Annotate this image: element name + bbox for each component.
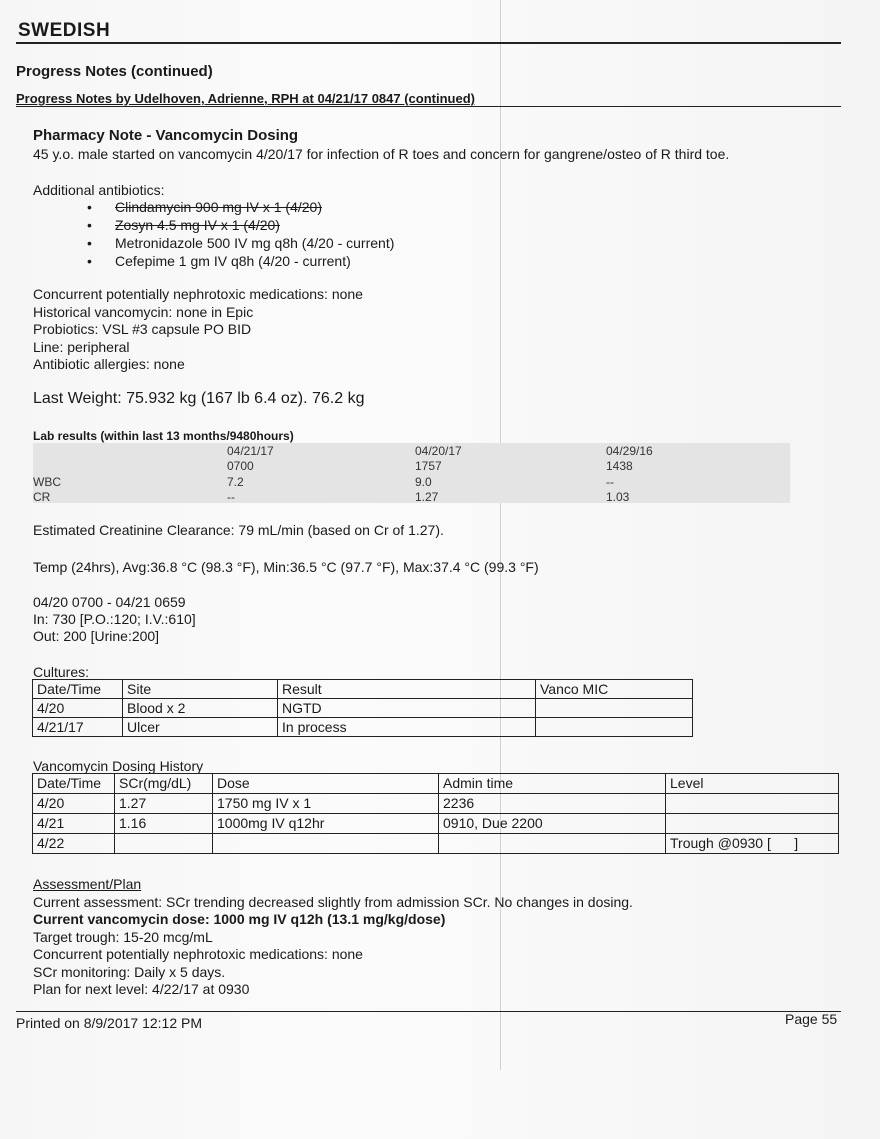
swedish-logo: SWEDISH: [18, 20, 111, 41]
note-title: Pharmacy Note - Vancomycin Dosing: [33, 127, 299, 144]
table-row: [33, 718, 693, 737]
section-title: Progress Notes (continued): [16, 63, 213, 80]
table-cell: 1.27: [115, 794, 213, 814]
info-line: Line: peripheral: [33, 338, 130, 355]
table-cell: 4/21: [33, 814, 115, 834]
table-cell: In process: [278, 718, 536, 737]
table-cell: [439, 834, 666, 854]
info-line: Historical vancomycin: none in Epic: [33, 303, 254, 320]
io-line: 04/20 0700 - 04/21 0659: [33, 594, 186, 610]
table-cell: NGTD: [278, 699, 536, 718]
footer-rule: [16, 1011, 841, 1012]
intake-output: [33, 594, 196, 645]
info-line: Concurrent potentially nephrotoxic medications: none: [33, 286, 363, 302]
cultures-table: [32, 679, 693, 737]
lab-value: 9.0: [415, 475, 432, 489]
header-rule: [16, 42, 841, 44]
cultures-title: Cultures:: [33, 664, 90, 680]
io-line: In: 730 [P.O.:120; I.V.:610]: [33, 611, 196, 627]
lab-time: 1757: [415, 459, 442, 473]
vanco-history-table: [32, 773, 839, 854]
table-cell: 1000mg IV q12hr: [213, 814, 439, 834]
lab-time: 1438: [606, 459, 633, 473]
printed-timestamp: Printed on 8/9/2017 12:12 PM: [16, 1015, 203, 1031]
table-cell: [666, 794, 839, 814]
lab-results-title: Lab results (within last 13 months/9480hours): [33, 429, 294, 443]
table-cell: 4/20: [33, 794, 115, 814]
plan-line: Concurrent potentially nephrotoxic medications: none: [33, 946, 363, 962]
table-header: SCr(mg/dL): [115, 774, 213, 794]
note-intro: 45 y.o. male started on vancomycin 4/20/17 for infection of R toes and concern for gangrene/osteo of R third toe.: [33, 146, 730, 162]
table-cell: [115, 834, 213, 854]
info-line: Probiotics: VSL #3 capsule PO BID: [33, 321, 252, 337]
table-header: Date/Time: [33, 774, 115, 794]
table-header: Admin time: [439, 774, 666, 794]
lab-row-label: WBC: [33, 475, 61, 489]
lab-value: 1.27: [415, 490, 439, 504]
lab-time: 0700: [227, 459, 254, 473]
table-cell: [666, 814, 839, 834]
table-header-row: [33, 680, 693, 699]
info-line: Antibiotic allergies: none: [33, 356, 185, 372]
list-item: • Metronidazole 500 IV mg q8h (4/20 - current): [85, 234, 394, 252]
table-cell: Ulcer: [123, 718, 278, 737]
table-cell: 4/22: [33, 834, 115, 854]
table-cell: 1.16: [115, 814, 213, 834]
plan-title: Assessment/Plan: [33, 876, 142, 892]
lab-value: 1.03: [606, 490, 630, 504]
additional-antibiotics-label: Additional antibiotics:: [33, 182, 165, 198]
table-cell: Blood x 2: [123, 699, 278, 718]
table-header-row: [33, 774, 839, 794]
list-item: • Cefepime 1 gm IV q8h (4/20 - current): [85, 252, 394, 270]
table-cell: [536, 718, 693, 737]
medication-info: [33, 286, 363, 374]
lab-value: 7.2: [227, 475, 244, 489]
table-header: Result: [278, 680, 536, 699]
table-cell: 4/21/17: [33, 718, 123, 737]
table-cell: 0910, Due 2200: [439, 814, 666, 834]
lab-date: 04/20/17: [415, 444, 462, 458]
temperature: Temp (24hrs), Avg:36.8 °C (98.3 °F), Min:36.5 °C (97.7 °F), Max:37.4 °C (99.3 °F): [33, 559, 539, 575]
plan-line: Target trough: 15-20 mcg/mL: [33, 928, 213, 945]
io-line: Out: 200 [Urine:200]: [33, 628, 160, 644]
lab-value: --: [606, 475, 614, 489]
table-cell: 1750 mg IV x 1: [213, 794, 439, 814]
last-weight: Last Weight: 75.932 kg (167 lb 6.4 oz). 76.2 kg: [33, 390, 365, 407]
table-header: Dose: [213, 774, 439, 794]
table-header: Level: [666, 774, 839, 794]
antibiotics-list: [85, 198, 394, 270]
plan-line: Plan for next level: 4/22/17 at 0930: [33, 981, 250, 997]
lab-results-band: [33, 443, 790, 503]
table-cell: Trough @0930 [ ]: [666, 834, 839, 854]
current-dose: Current vancomycin dose: 1000 mg IV q12h (13.1 mg/kg/dose): [33, 911, 446, 927]
table-row: [33, 794, 839, 814]
page-number: Page 55: [785, 1011, 838, 1027]
table-row: [33, 834, 839, 854]
table-row: [33, 814, 839, 834]
table-cell: [213, 834, 439, 854]
table-header: Site: [123, 680, 278, 699]
list-item: • Clindamycin 900 mg IV x 1 (4/20): [85, 198, 394, 216]
table-row: [33, 699, 693, 718]
table-header: Vanco MIC: [536, 680, 693, 699]
lab-date: 04/21/17: [227, 444, 274, 458]
table-cell: [536, 699, 693, 718]
table-cell: 4/20: [33, 699, 123, 718]
lab-value: --: [227, 490, 235, 504]
list-item: • Zosyn 4.5 mg IV x 1 (4/20): [85, 216, 394, 234]
creatinine-clearance: Estimated Creatinine Clearance: 79 mL/min (based on Cr of 1.27).: [33, 522, 444, 538]
table-cell: 2236: [439, 794, 666, 814]
note-byline: Progress Notes by Udelhoven, Adrienne, RPH at 04/21/17 0847 (continued): [16, 91, 475, 106]
lab-row-label: CR: [33, 490, 51, 504]
byline-rule: [16, 106, 841, 107]
table-header: Date/Time: [33, 680, 123, 699]
plan-line: SCr monitoring: Daily x 5 days.: [33, 963, 226, 980]
current-assessment: Current assessment: SCr trending decreased slightly from admission SCr. No changes in dosing.: [33, 893, 633, 910]
lab-date: 04/29/16: [606, 444, 653, 458]
assessment-plan: [33, 876, 633, 999]
vanco-history-title: Vancomycin Dosing History: [33, 758, 204, 774]
